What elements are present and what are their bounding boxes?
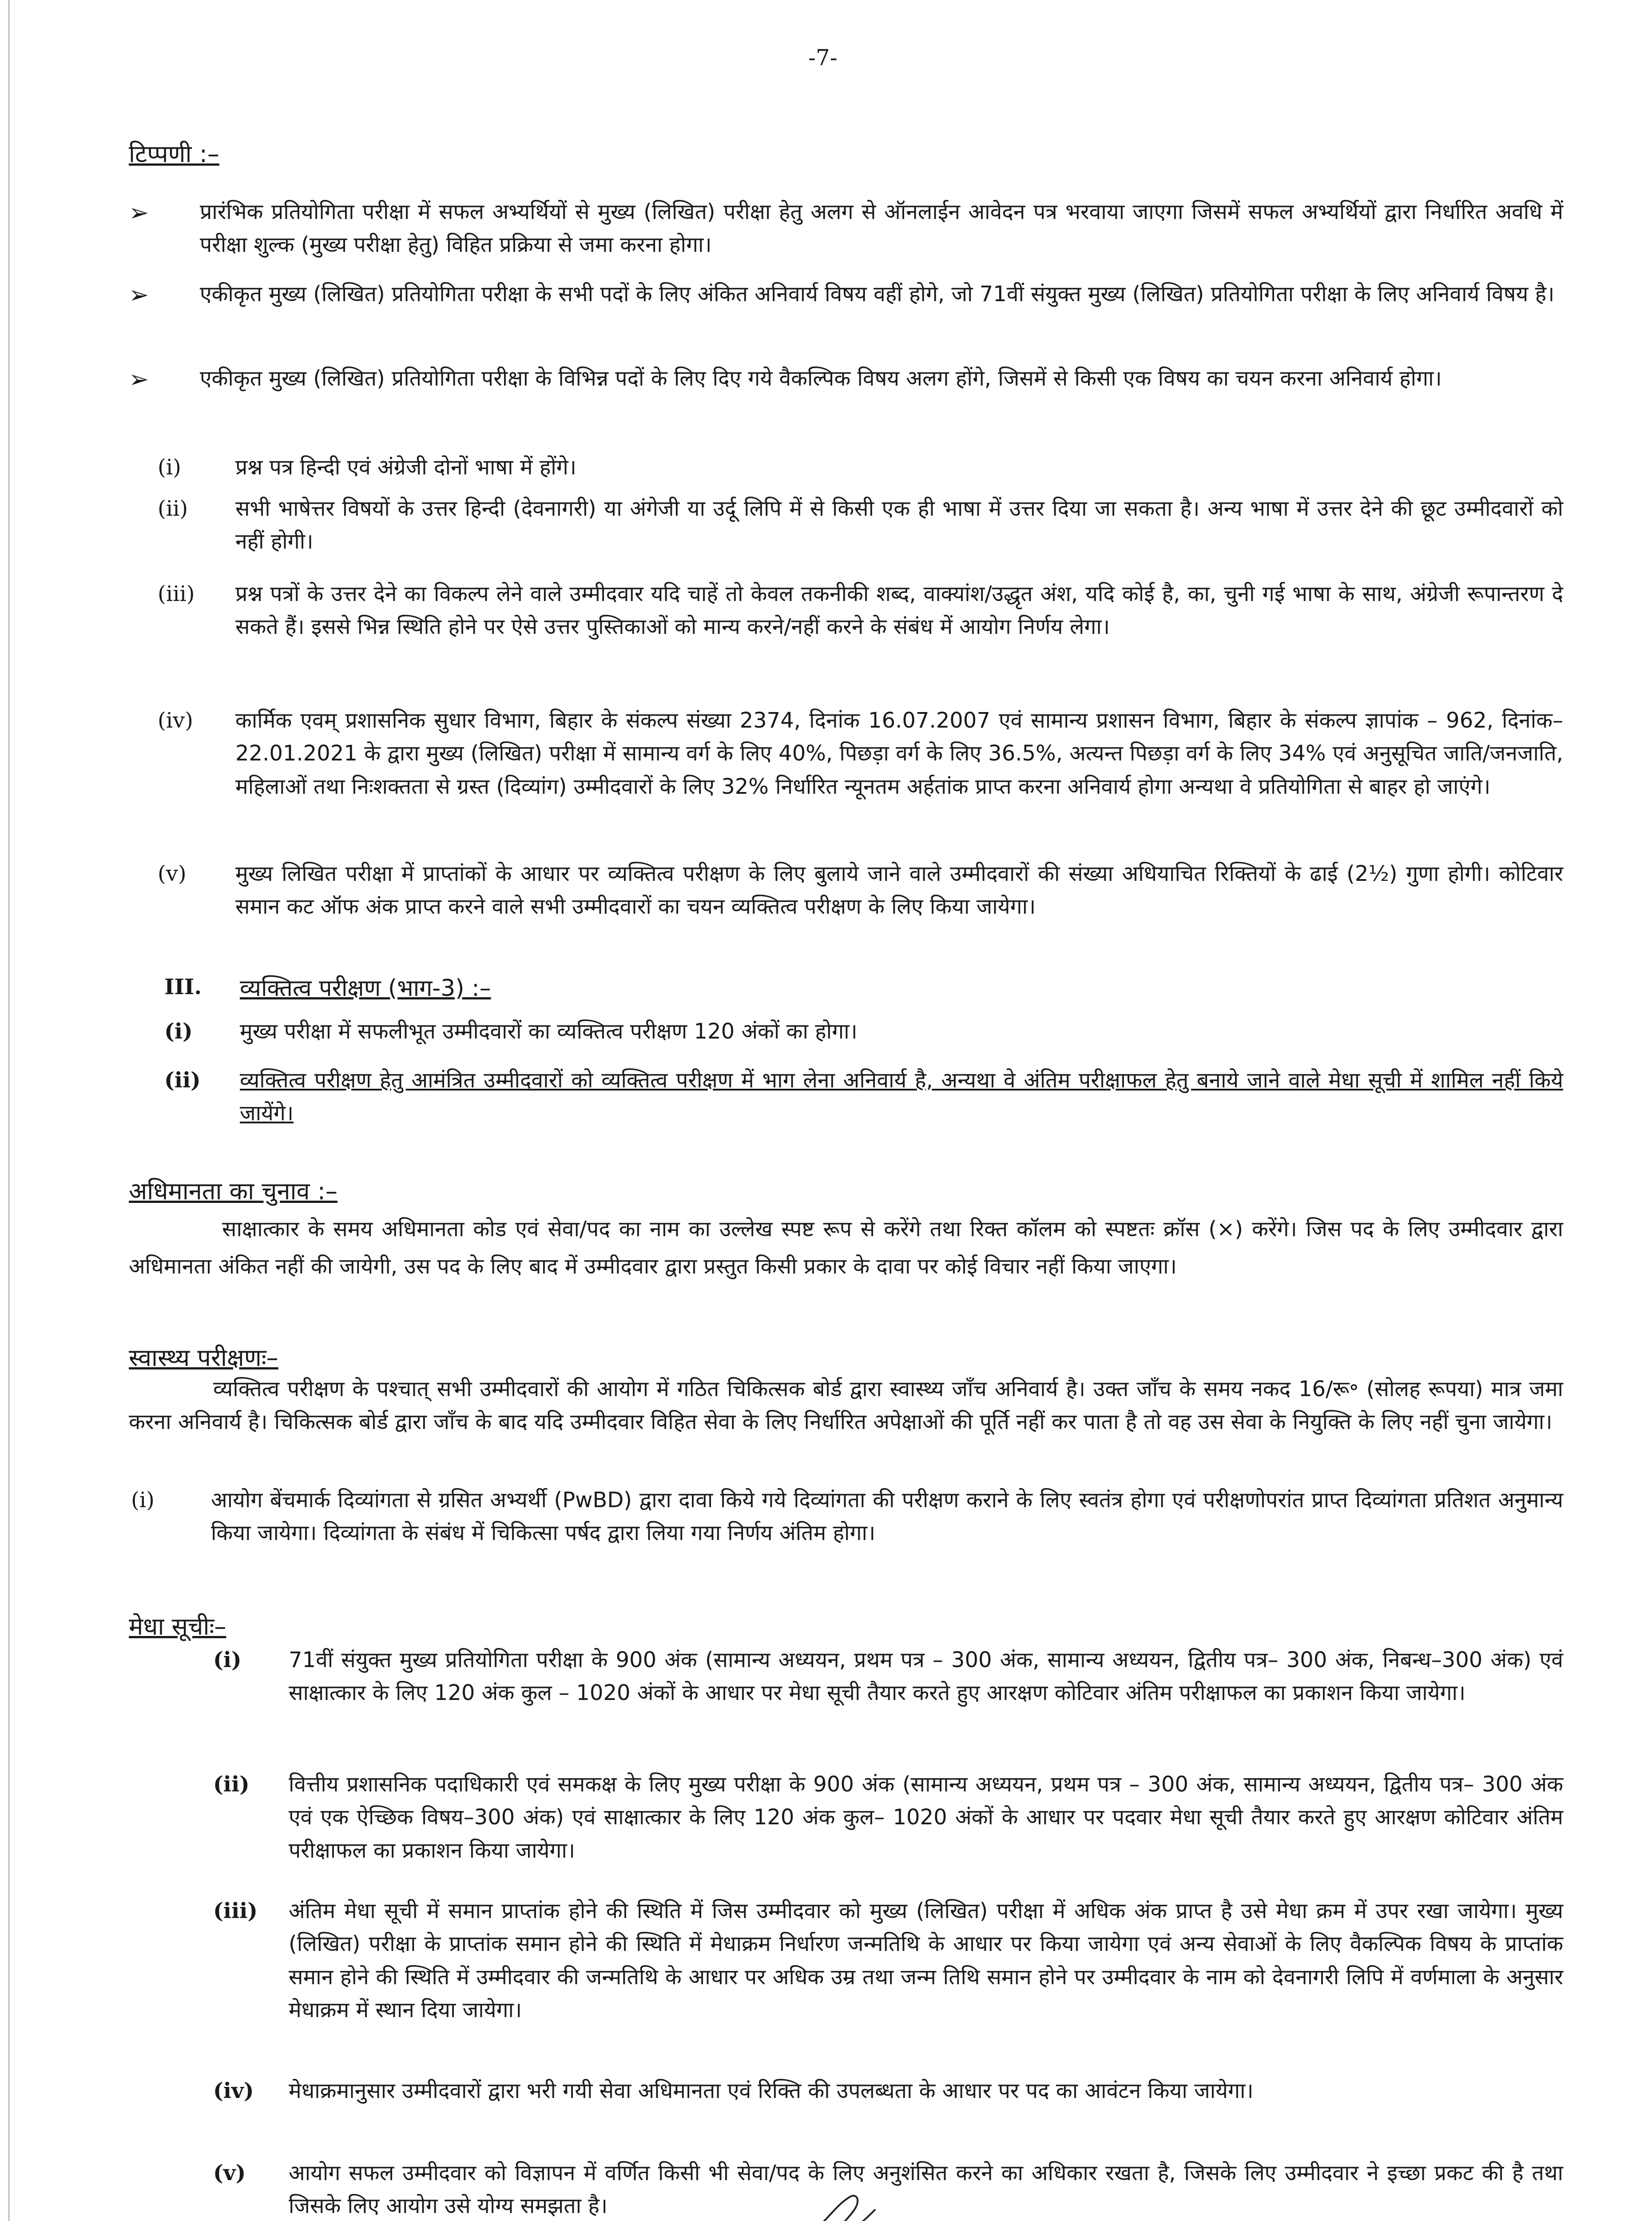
notes-item [158, 704, 1563, 803]
personality-heading-row [164, 971, 1563, 1007]
item-text: 71वीं संयुक्त मुख्य प्रतियोगिता परीक्षा के 900 अंक (सामान्य अध्ययन, प्रथम पत्र – 300 अंक, सामान्य अध्ययन, द्वितीय पत्र– 300 अंक, निबन्ध–300 अंक) एवं साक्षात्कार के लिए 120 अंक कुल – 1020 अंकों के आधार पर मेधा सूची तैयार करते हुए आरक्षण कोटिवार अंतिम परीक्षाफल का प्रकाशन किया जायेगा। [289, 1648, 1563, 1706]
merit-heading: मेधा सूचीः– [129, 1612, 226, 1640]
arrow-bullet-icon: ➢ [129, 365, 149, 393]
item-text: सभी भाषेत्तर विषयों के उत्तर हिन्दी (देवनागरी) या अंगेजी या उर्दू लिपि में से किसी एक ही भाषा में उत्तर दिया जा सकता है। अन्य भाषा में उत्तर देने की छूट उम्मीदवारों को नहीं होगी। [235, 496, 1563, 554]
notes-item [158, 857, 1563, 923]
item-text: व्यक्तित्व परीक्षण हेतु आमंत्रित उम्मीदवारों को व्यक्तित्व परीक्षण में भाग लेना अनिवार्य है, अन्यथा वे अंतिम परीक्षाफल हेतु बनाये जाने वाले मेधा सूची में शामिल नहीं किये जायेंगे। [240, 1068, 1563, 1126]
item-text: मुख्य परीक्षा में सफलीभूत उम्मीदवारों का व्यक्तित्व परीक्षण 120 अंकों का होगा। [240, 1019, 858, 1044]
arrow-bullet-icon: ➢ [129, 199, 149, 227]
item-text: आयोग सफल उम्मीदवार को विज्ञापन में वर्णित किसी भी सेवा/पद के लिए अनुशंसित करने का अधिकार रखता है, जिसके लिए उम्मीदवार ने इच्छा प्रकट की है तथा जिसके लिए आयोग उसे योग्य समझता है। [289, 2161, 1563, 2219]
item-text: अंतिम मेधा सूची में समान प्राप्तांक होने की स्थिति में जिस उम्मीदवार को मुख्य (लिखित) परीक्षा में अधिक अंक प्राप्त है उसे मेधा क्रम में उपर रखा जायेगा। मुख्य (लिखित) परीक्षा के प्राप्तांक समान होने की स्थिति में मेधाक्रम निर्धारण जन्मतिथि के आधार पर किया जायेगा एवं अन्य सेवाओं के लिए वैकल्पिक विषय के प्राप्तांक समान होने की स्थिति में उम्मीदवार की जन्मतिथि के आधार पर अधिक उम्र तथा जन्म तिथि समान होने पर उम्मीदवार के नाम को देवनागरी लिपि में वर्णमाला के अनुसार मेधाक्रम में स्थान दिया जायेगा। [289, 1899, 1563, 2023]
item-marker: (v) [158, 861, 187, 886]
merit-item [213, 1768, 1563, 1867]
health-paragraph: व्यक्तित्व परीक्षण के पश्चात् सभी उम्मीदवारों की आयोग में गठित चिकित्सक बोर्ड द्वारा स्वास्थ्य जाँच अनिवार्य है। उक्त जाँच के समय नकद 16/रू॰ (सोलह रूपया) मात्र जमा करना अनिवार्य है। चिकित्सक बोर्ड द्वारा जाँच के बाद यदि उम्मीदवार विहित सेवा के लिए निर्धारित अपेक्षाओं की पूर्ति नहीं कर पाता है तो वह उस सेवा के नियुक्ति के लिए नहीं चुना जायेगा। [129, 1377, 1563, 1435]
health-item [131, 1484, 1563, 1550]
arrow-bullet-icon: ➢ [129, 281, 149, 309]
merit-item [213, 2157, 1563, 2221]
item-text: कार्मिक एवम् प्रशासनिक सुधार विभाग, बिहार के संकल्प संख्या 2374, दिनांक 16.07.2007 एवं सामान्य प्रशासन विभाग, बिहार के संकल्प ज्ञापांक – 962, दिनांक–22.01.2021 के द्वारा मुख्य (लिखित) परीक्षा में सामान्य वर्ग के लिए 40%, पिछड़ा वर्ग के लिए 36.5%, अत्यन्त पिछड़ा वर्ग के लिए 34% एवं अनुसूचित जाति/जनजाति, महिलाओं तथा निःशक्तता से ग्रस्त (दिव्यांग) उम्मीदवारों के लिए 32% निर्धारित न्यूनतम अर्हतांक प्राप्त करना अनिवार्य होगा अन्यथा वे प्रतियोगिता से बाहर हो जाएंगे। [235, 708, 1563, 799]
item-marker: (ii) [164, 1068, 201, 1093]
preference-heading: अधिमानता का चुनाव :– [129, 1177, 338, 1205]
scan-edge [8, 0, 10, 2221]
page-number: -7- [808, 45, 838, 71]
merit-item [213, 1644, 1563, 1710]
item-marker: (iv) [158, 708, 193, 733]
notes-bullet-1 [129, 195, 1563, 262]
item-marker: (iii) [213, 1899, 258, 1923]
notes-item [158, 577, 1563, 644]
item-marker: (iv) [213, 2078, 254, 2103]
personality-heading: व्यक्तित्व परीक्षण (भाग-3) :– [240, 975, 491, 1002]
item-text: आयोग बेंचमार्क दिव्यांगता से ग्रसित अभ्यर्थी (PwBD) द्वारा दावा किये गये दिव्यांगता की परीक्षण कराने के लिए स्वतंत्र होगा एवं परीक्षणोपरांत प्राप्त दिव्यांगता प्रतिशत अनुमान्य किया जायेगा। दिव्यांगता के संबंध में चिकित्सा पर्षद द्वारा लिया गया निर्णय अंतिम होगा। [211, 1488, 1563, 1546]
item-text: मुख्य लिखित परीक्षा में प्राप्तांकों के आधार पर व्यक्तित्व परीक्षण के लिए बुलाये जाने वाले उम्मीदवारों की संख्या अधियाचित रिक्तियों के ढाई (2½) गुणा होगी। कोटिवार समान कट ऑफ अंक प्राप्त करने वाले सभी उम्मीदवारों का चयन व्यक्तित्व परीक्षण के लिए किया जायेगा। [235, 861, 1563, 919]
notes-item [158, 451, 1563, 484]
item-marker: (v) [213, 2161, 246, 2185]
merit-item [213, 2074, 1563, 2107]
preference-paragraph: साक्षात्कार के समय अधिमानता कोड एवं सेवा/पद का नाम का उल्लेख स्पष्ट रूप से करेंगे तथा रिक्त कॉलम को स्पष्टतः क्रॉस (×) करेंगे। जिस पद के लिए उम्मीदवार द्वारा अधिमानता अंकित नहीं की जायेगी, उस पद के लिए बाद में उम्मीदवार द्वारा प्रस्तुत किसी प्रकार के दावा पर कोई विचार नहीं किया जाएगा। [129, 1217, 1563, 1279]
section-roman-marker: III. [164, 975, 202, 999]
notes-bullet-text: एकीकृत मुख्य (लिखित) प्रतियोगिता परीक्षा के विभिन्न पदों के लिए दिए गये वैकल्पिक विषय अलग होंगे, जिसमें से किसी एक विषय का चयन करना अनिवार्य होगा। [200, 366, 1442, 391]
item-marker: (ii) [213, 1772, 250, 1797]
notes-bullet-3 [129, 362, 1563, 397]
signature-icon [808, 2188, 888, 2221]
personality-item [164, 1064, 1563, 1130]
item-text: प्रश्न पत्र हिन्दी एवं अंग्रेजी दोनों भाषा में होंगे। [235, 455, 576, 480]
notes-heading: टिप्पणी :– [129, 140, 219, 168]
health-heading: स्वास्थ्य परीक्षणः– [129, 1344, 278, 1372]
personality-item [164, 1015, 1563, 1048]
item-marker: (i) [131, 1488, 155, 1513]
notes-item [158, 492, 1563, 558]
notes-bullet-text: प्रारंभिक प्रतियोगिता परीक्षा में सफल अभ्यर्थियों से मुख्य (लिखित) परीक्षा हेतु अलग से ऑनलाईन आवेदन पत्र भरवाया जाएगा जिसमें सफल अभ्यर्थियों द्वारा निर्धारित अवधि में परीक्षा शुल्क (मुख्य परीक्षा हेतु) विहित प्रक्रिया से जमा करना होगा। [200, 199, 1563, 258]
item-marker: (i) [213, 1648, 242, 1672]
item-text: वित्तीय प्रशासनिक पदाधिकारी एवं समकक्ष के लिए मुख्य परीक्षा के 900 अंक (सामान्य अध्ययन, प्रथम पत्र – 300 अंक, सामान्य अध्ययन, द्वितीय पत्र– 300 अंक एवं एक ऐच्छिक विषय–300 अंक) एवं साक्षात्कार के लिए 120 अंक कुल– 1020 अंकों के आधार पर पदवार मेधा सूची तैयार करते हुए आरक्षण कोटिवार अंतिम परीक्षाफल का प्रकाशन किया जायेगा। [289, 1772, 1563, 1863]
item-marker: (ii) [158, 496, 188, 521]
notes-bullet-2 [129, 278, 1563, 312]
item-text: प्रश्न पत्रों के उत्तर देने का विकल्प लेने वाले उम्मीदवार यदि चाहें तो केवल तकनीकी शब्द, वाक्यांश/उद्धृत अंश, यदि कोई है, का, चुनी गई भाषा के साथ, अंग्रेजी रूपान्तरण दे सकते हैं। इससे भिन्न स्थिति होने पर ऐसे उत्तर पुस्तिकाओं को मान्य करने/नहीं करने के संबंध में आयोग निर्णय लेगा। [235, 581, 1563, 640]
item-marker: (i) [164, 1019, 193, 1044]
item-marker: (i) [158, 455, 181, 480]
item-text: मेधाक्रमानुसार उम्मीदवारों द्वारा भरी गयी सेवा अधिमानता एवं रिक्ति की उपलब्धता के आधार पर पद का आवंटन किया जायेगा। [289, 2078, 1254, 2103]
notes-bullet-text: एकीकृत मुख्य (लिखित) प्रतियोगिता परीक्षा के सभी पदों के लिए अंकित अनिवार्य विषय वहीं होगे, जो 71वीं संयुक्त मुख्य (लिखित) प्रतियोगिता परीक्षा के लिए अनिवार्य विषय है। [200, 282, 1555, 306]
item-marker: (iii) [158, 581, 195, 606]
merit-item [213, 1895, 1563, 2027]
